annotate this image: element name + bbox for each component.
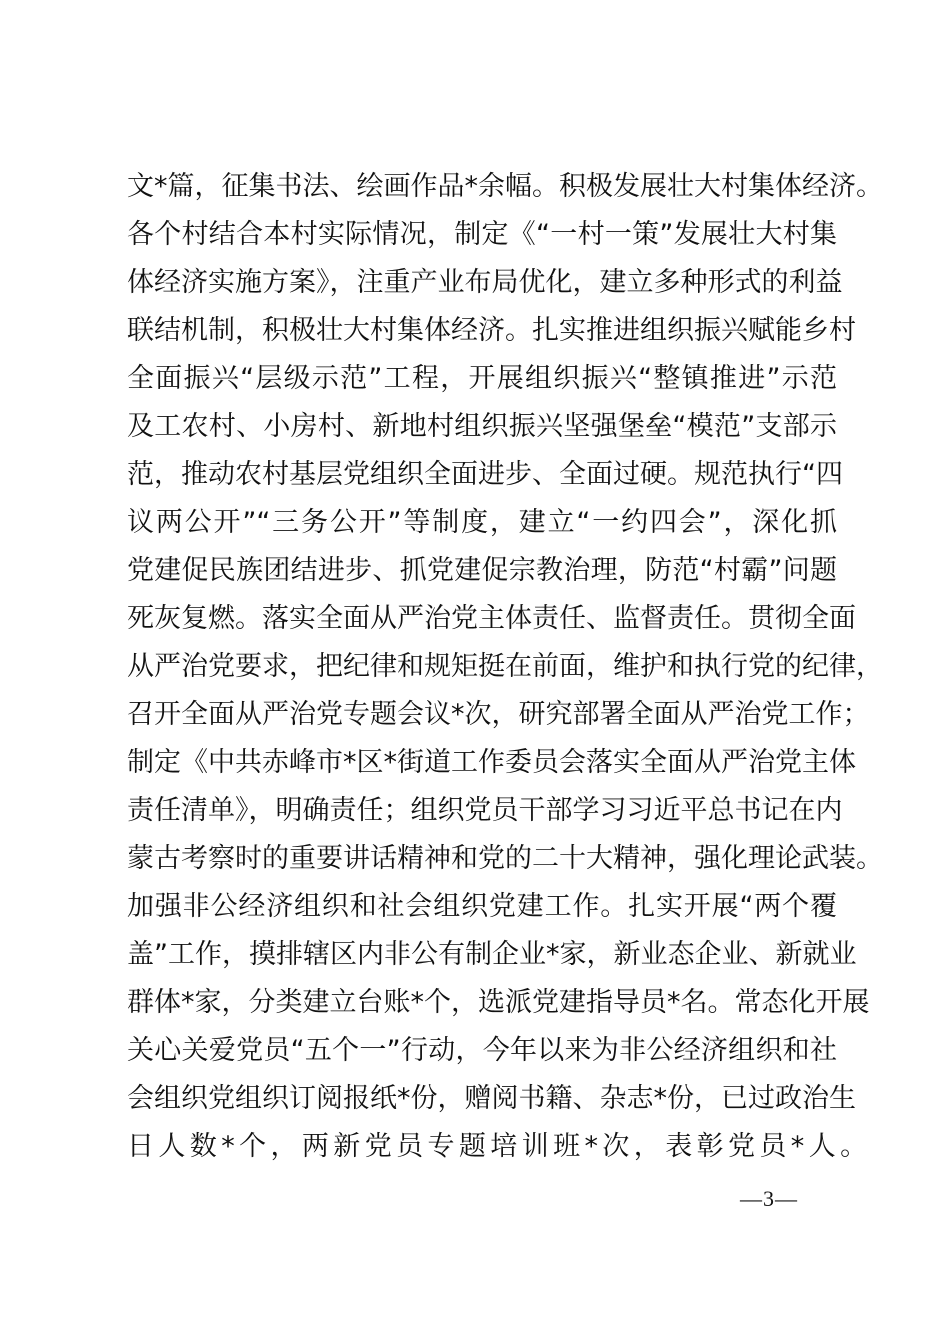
text-line: 制定《中共赤峰市*区*街道工作委员会落实全面从严治党主体 <box>127 747 856 778</box>
text-line: 党建促民族团结进步、抓党建促宗教治理，防范“村霸”问题 <box>127 555 837 586</box>
text-line: 各个村结合本村实际情况，制定《“一村一策”发展壮大村集 <box>127 219 837 250</box>
text-line: 群体*家，分类建立台账*个，选派党建指导员*名。常态化开展 <box>127 987 870 1018</box>
text-line: 加强非公经济组织和社会组织党建工作。扎实开展“两个覆 <box>127 891 837 922</box>
text-line: 会组织党组织订阅报纸*份，赠阅书籍、杂志*份，已过政治生 <box>127 1083 856 1114</box>
text-line: 关心关爱党员“五个一”行动，今年以来为非公经济组织和社 <box>127 1035 837 1066</box>
text-line: 全面振兴“层级示范”工程，开展组织振兴“整镇推进”示范 <box>127 363 837 394</box>
text-line: 日人数*个，两新党员专题培训班*次，表彰党员*人。 <box>127 1131 872 1162</box>
text-line: 责任清单》，明确责任；组织党员干部学习习近平总书记在内 <box>127 795 843 826</box>
text-line: 范，推动农村基层党组织全面进步、全面过硬。规范执行“四 <box>127 459 843 490</box>
text-line: 蒙古考察时的重要讲话精神和党的二十大精神，强化理论武装。 <box>127 843 883 874</box>
page-number: —3— <box>740 1186 798 1211</box>
text-line: 盖”工作，摸排辖区内非公有制企业*家，新业态企业、新就业 <box>127 939 857 970</box>
text-line: 召开全面从严治党专题会议*次，研究部署全面从严治党工作； <box>127 699 870 730</box>
document-body <box>127 163 883 1171</box>
text-line: 及工农村、小房村、新地村组织振兴坚强堡垒“模范”支部示 <box>127 411 837 442</box>
text-line: 议两公开”“三务公开”等制度，建立“一约四会”，深化抓 <box>127 507 837 538</box>
text-line: 文*篇，征集书法、绘画作品*余幅。积极发展壮大村集体经济。 <box>127 171 883 202</box>
text-line: 体经济实施方案》，注重产业布局优化，建立多种形式的利益 <box>127 267 843 298</box>
text-line: 从严治党要求，把纪律和规矩挺在前面，维护和执行党的纪律， <box>127 651 883 682</box>
text-line: 联结机制，积极壮大村集体经济。扎实推进组织振兴赋能乡村 <box>127 315 856 346</box>
text-line: 死灰复燃。落实全面从严治党主体责任、监督责任。贯彻全面 <box>127 603 856 634</box>
